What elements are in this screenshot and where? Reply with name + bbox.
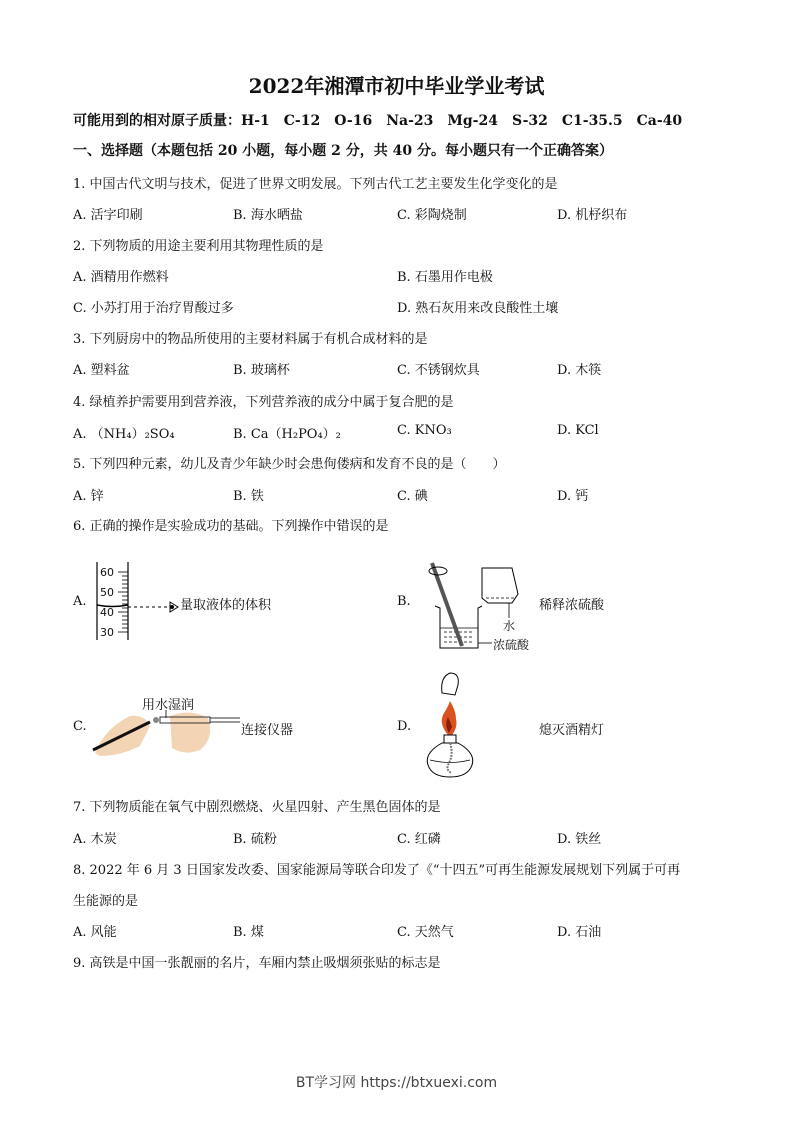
alcohol-lamp-icon [420, 665, 500, 783]
footer-watermark: BT学习网 https://btxuexi.com [295, 1075, 498, 1091]
question-1-stem: 1. 中国古代文明与技术，促进了世界文明发展。下列古代工艺主要发生化学变化的是 [73, 177, 558, 192]
q6-figure-c-letter: C. [73, 719, 87, 734]
scale-40: 40 [100, 606, 114, 619]
q6-figure-b-letter: B. [397, 594, 411, 609]
q6-figure-c-caption: 连接仪器 [241, 723, 294, 738]
q4-option-c: C. KNO₃ [397, 423, 452, 438]
cylinder-scale [100, 563, 114, 643]
q4-option-b: B. Ca（H₂PO₄）₂ [233, 427, 341, 442]
question-8-stem: 8. 2022 年 6 月 3 日国家发改委、国家能源局等联合印发了《“十四五”可再生能源发展规划下列属于可再 [73, 863, 681, 878]
question-6-stem: 6. 正确的操作是实验成功的基础。下列操作中错误的是 [73, 519, 389, 534]
scale-60: 60 [100, 566, 114, 579]
q3-option-d: D. 木筷 [557, 363, 602, 378]
q8-option-b: B. 煤 [233, 925, 264, 940]
q6-figure-a-caption: 量取液体的体积 [180, 598, 272, 613]
question-3-stem: 3. 下列厨房中的物品所使用的主要材料属于有机合成材料的是 [73, 332, 428, 347]
q5-option-d: D. 钙 [557, 489, 589, 504]
question-7-stem: 7. 下列物质能在氧气中剧烈燃烧、火星四射、产生黑色固体的是 [73, 800, 441, 815]
question-2-stem: 2. 下列物质的用途主要利用其物理性质的是 [73, 239, 324, 254]
q7-option-a: A. 木炭 [73, 832, 117, 847]
atomic-masses: 可能用到的相对原子质量：H-1 C-12 O-16 Na-23 Mg-24 S-32 C1-35.5 Ca-40 [73, 113, 683, 129]
q3-option-c: C. 不锈钢炊具 [397, 363, 480, 378]
q1-option-a: A. 活字印刷 [73, 208, 143, 223]
scale-50: 50 [100, 586, 114, 599]
q6-figure-d-caption: 熄灭酒精灯 [539, 723, 605, 738]
q4-option-a: A. （NH₄）₂SO₄ [73, 427, 175, 442]
question-9-stem: 9. 高铁是中国一张靓丽的名片，车厢内禁止吸烟须张贴的标志是 [73, 956, 441, 971]
q8-option-c: C. 天然气 [397, 925, 454, 940]
q7-option-d: D. 铁丝 [557, 832, 602, 847]
q1-option-c: C. 彩陶烧制 [397, 208, 467, 223]
q1-option-d: D. 机杼织布 [557, 208, 628, 223]
wet-with-water-label: 用水湿润 [142, 698, 195, 713]
acid-label: 浓硫酸 [493, 638, 530, 652]
q8-option-d: D. 石油 [557, 925, 602, 940]
water-label: 水 [503, 619, 516, 633]
q3-option-b: B. 玻璃杯 [233, 363, 290, 378]
scale-30: 30 [100, 626, 114, 639]
hands-connecting-tube-icon [90, 708, 245, 758]
q6-figure-b-caption: 稀释浓硫酸 [539, 598, 605, 613]
q2-option-a: A. 酒精用作燃料 [73, 270, 169, 285]
q2-option-d: D. 熟石灰用来改良酸性土壤 [397, 301, 559, 316]
q5-option-b: B. 铁 [233, 489, 264, 504]
q1-option-b: B. 海水晒盐 [233, 208, 303, 223]
question-5-stem: 5. 下列四种元素，幼儿及青少年缺少时会患佝偻病和发育不良的是（ ） [73, 457, 506, 472]
q2-option-c: C. 小苏打用于治疗胃酸过多 [73, 301, 234, 316]
q4-option-d: D. KCl [557, 423, 599, 438]
q8-option-a: A. 风能 [73, 925, 117, 940]
section-heading: 一、选择题（本题包括 20 小题，每小题 2 分，共 40 分。每小题只有一个正确答案） [73, 143, 613, 159]
q7-option-c: C. 红磷 [397, 832, 441, 847]
q7-option-b: B. 硫粉 [233, 832, 277, 847]
question-8-stem-cont: 生能源的是 [73, 894, 139, 909]
q3-option-a: A. 塑料盆 [73, 363, 130, 378]
q2-option-b: B. 石墨用作电极 [397, 270, 493, 285]
q5-option-a: A. 锌 [73, 489, 104, 504]
q6-figure-a-letter: A. [73, 594, 87, 609]
q5-option-c: C. 碘 [397, 489, 428, 504]
question-4-stem: 4. 绿植养护需要用到营养液，下列营养液的成分中属于复合肥的是 [73, 395, 454, 410]
q6-figure-d-letter: D. [397, 719, 412, 734]
page-title: 2022年湘潭市初中毕业学业考试 [248, 74, 545, 98]
